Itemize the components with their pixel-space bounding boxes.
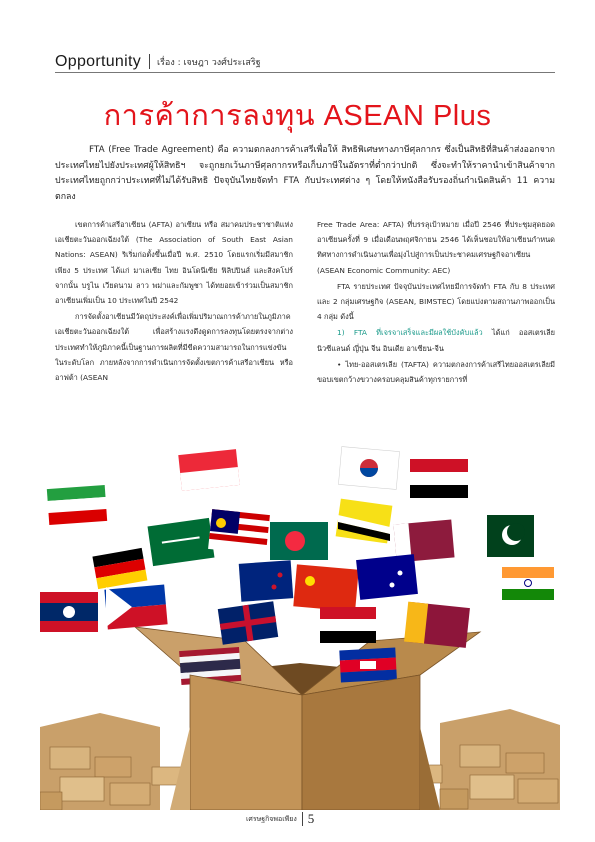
flag-syria — [320, 607, 376, 643]
flag-new-zealand — [239, 560, 294, 602]
flag-india — [502, 567, 554, 600]
right-column — [317, 217, 555, 388]
magazine-name: เศรษฐกิจพอเพียง — [246, 814, 297, 823]
right-paragraph-2: FTA รายประเทศ ปัจจุบันประเทศไทยมีการจัดทำ FTA กับ 8 ประเทศ และ 2 กลุ่มเศรษฐกิจ (ASEAN, BIMSTEC) โดยแบ่งตามสถานภาพออกเป็น 4 กลุ่ม ดังนี้ — [317, 281, 555, 322]
flag-cambodia — [339, 648, 397, 683]
lead-text: FTA (Free Trade Agreement) คือ ความตกลงการค้าเสรีเพื่อให้ สิทธิพิเศษทางภาษีศุลกากร ซึ่งเป็นสิทธิที่สินค้าส่งออกจากประเทศไทยไปยังประเทศผู้ให้สิทธิฯ จะถูกยกเว้นภาษีศุลกากรหรือเก็บภาษีในอัตราที่ต่ำกว่าปกติ ซึ่งจะทำให้ราคานำเข้าสินค้าจากประเทศไทยถูกกว่าประเทศที่ไม่ได้รับสิทธิ ปัจจุบันไทยจัดทำ FTA กับประเทศต่าง ๆ โดยให้หนังสือรับรองถิ่นกำเนิดสินค้า 11 ความตกลง — [55, 145, 555, 202]
right-paragraph-3 — [317, 325, 555, 355]
flag-singapore — [178, 449, 239, 491]
flag-laos — [40, 592, 98, 632]
right-paragraph-4: • ไทย-ออสเตรเลีย (TAFTA) ความตกลงการค้าเสรีไทยออสเตรเลียมีขอบเขตกว้างขวางครอบคลุมสินค้าทุกรายการที่ — [317, 359, 555, 385]
fta-group-heading: 1) FTA ที่เจรจาเสร็จและมีผลใช้บังคับแล้ว — [337, 328, 483, 338]
flag-philippines — [104, 584, 167, 629]
flag-pakistan — [472, 515, 534, 557]
section-label: Opportunity — [55, 53, 142, 70]
flag-australia — [356, 554, 418, 600]
left-paragraph-1: เขตการค้าเสรีอาเซียน (AFTA) อาเซียน หรือ สมาคมประชาชาติแห่งเอเชียตะวันออกเฉียงใต้ (The Association of South East Asian Nations: ASEAN) ริเริ่มก่อตั้งขึ้นเมื่อปี พ.ศ. 2510 โดยแรกเริ่มมีสมาชิกเพียง 5 ประเทศ ได้แก่ มาเลเซีย ไทย อินโดนีเซีย ฟิลิปปินส์ และสิงคโปร์ จากนั้น บรูไน เวียดนาม ลาว พม่าและกัมพูชา ได้ทยอยเข้าร่วมเป็นสมาชิกอาเซียนเพิ่มเป็น 10 ประเทศในปี 2542 — [55, 220, 293, 306]
flag-united-kingdom — [218, 601, 278, 644]
flag-brunei — [336, 499, 393, 544]
flag-bangladesh — [270, 522, 328, 560]
header-divider — [149, 54, 150, 69]
flag-south-korea — [338, 447, 399, 490]
lead-paragraph — [55, 143, 555, 205]
article-title: การค้าการลงทุน ASEAN Plus — [103, 100, 492, 132]
flag-saudi-arabia — [148, 518, 215, 566]
right-paragraph-1: Free Trade Area: AFTA) ที่บรรลุเป้าหมาย เมื่อปี 2546 ที่ประชุมสุดยอดอาเซียนครั้งที่ 9 เมื่อเดือนพฤศจิกายน 2546 ได้เห็นชอบให้อาเซียนกำหนดทิศทางการดำเนินงานเพื่อมุ่งไปสู่การเป็นประชาคมเศรษฐกิจอาเซียน (ASEAN Economic Community: AEC) — [317, 220, 555, 275]
footer-divider — [302, 812, 303, 826]
flag-sri-lanka — [404, 602, 470, 648]
author-byline: เรื่อง : เจษฎา วงศ์ประเสริฐ — [157, 58, 261, 68]
left-column — [55, 217, 293, 386]
flag-china — [293, 564, 358, 611]
flag-malaysia — [208, 509, 270, 555]
page-number: 5 — [307, 811, 315, 826]
header-rule — [55, 72, 555, 73]
flag-iran — [47, 485, 107, 525]
left-paragraph-2: การจัดตั้งอาเซียนมีวัตถุประสงค์เพื่อเพิ่มปริมาณการค้าภายในภูมิภาคเอเชียตะวันออกเฉียงใต้ เพื่อสร้างแรงดึงดูดการลงทุนโดยตรงจากต่างประเทศทำให้ภูมิภาคนี้เป็นฐานการผลิตที่มีขีดความสามารถในการแข่งขันในระดับโลก ภายหลังจากการดำเนินการจัดตั้งเขตการค้าเสรีอาเซียน หรือ อาฟต้า (ASEAN — [55, 312, 293, 383]
flags-box-illustration — [40, 427, 560, 810]
page-header — [55, 47, 555, 71]
fta-group-text: ได้แก่ ออสเตรเลีย นิวซีแลนด์ ญี่ปุ่น จีน อินเดีย อาเซียน-จีน — [317, 328, 555, 353]
flag-iraq — [410, 459, 468, 498]
flag-germany — [92, 548, 147, 589]
page-footer — [246, 808, 314, 830]
